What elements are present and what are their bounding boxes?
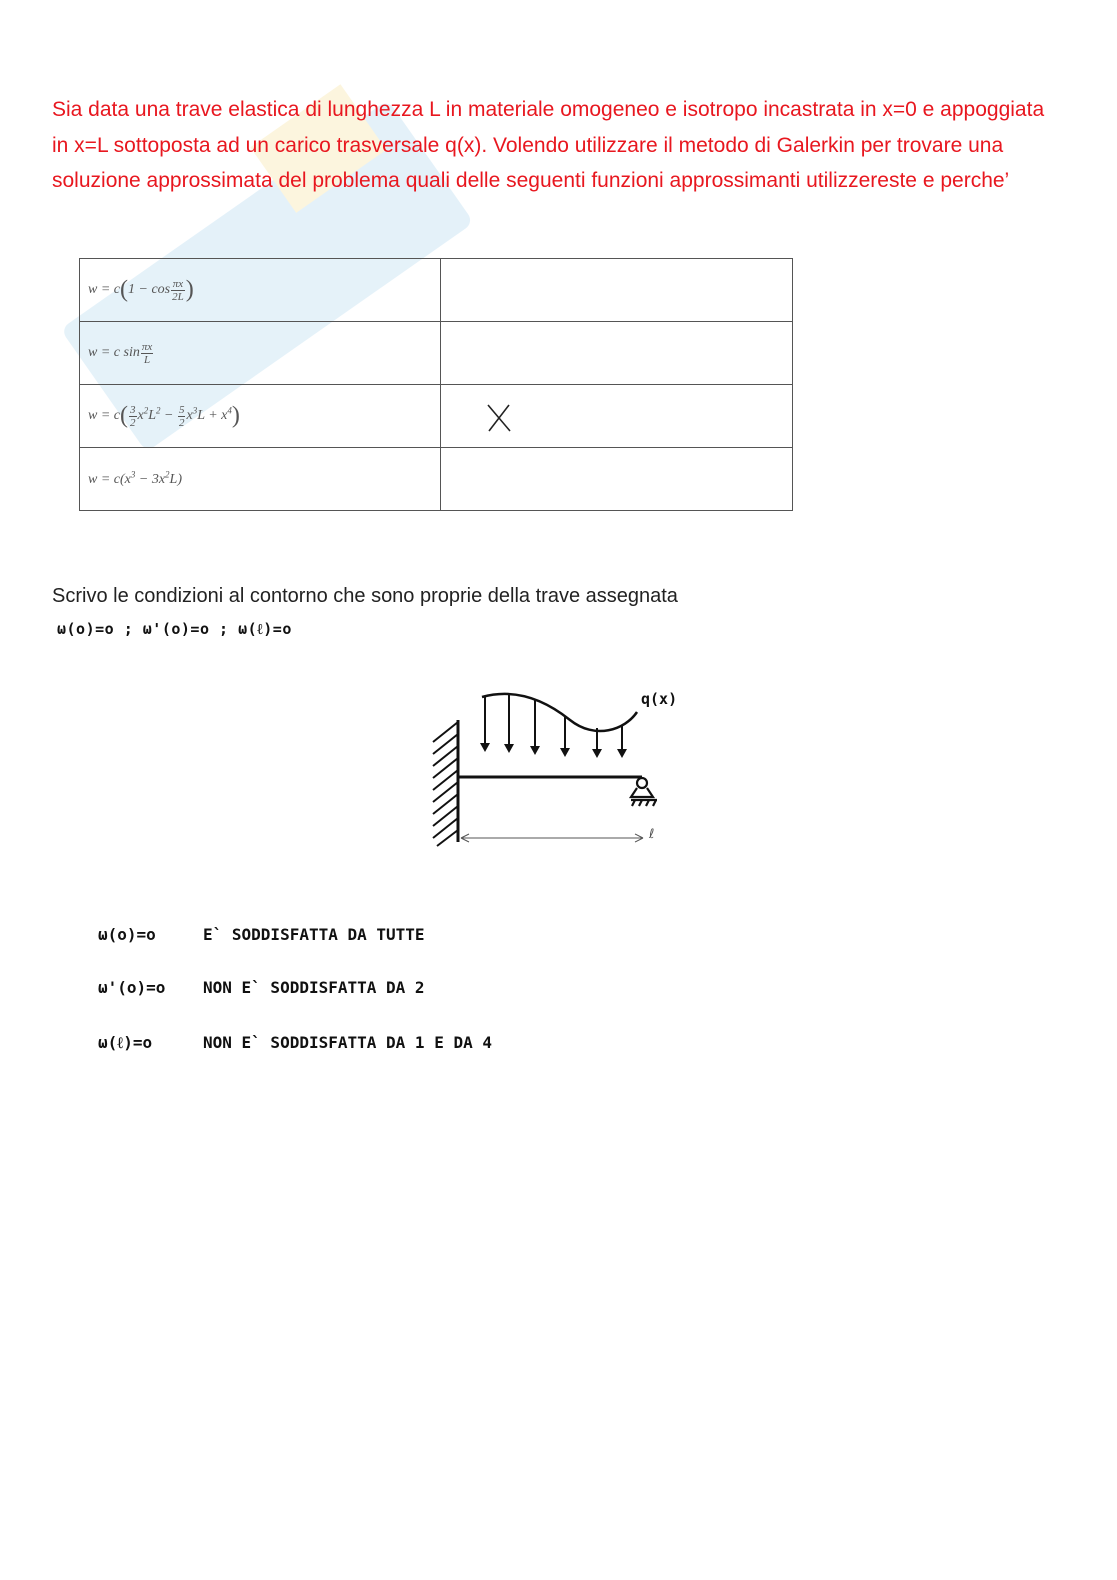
note-row bbox=[98, 1033, 492, 1053]
boundary-conditions: ω(o)=o ; ω'(o)=o ; ω(ℓ)=o bbox=[57, 620, 292, 638]
beam-diagram bbox=[425, 680, 695, 855]
formula-cell bbox=[80, 448, 441, 511]
roller-support bbox=[631, 778, 657, 806]
note-text: NON E` SODDISFATTA DA 1 E DA 4 bbox=[203, 1033, 492, 1052]
note-condition: ω(o)=o bbox=[98, 925, 156, 944]
mark-cell bbox=[440, 259, 792, 322]
formula-3: w = c( $\frac{3}{2}$ $x^2L^2$ − $\frac{5}{2}$ $x^3L + x^4$) bbox=[88, 402, 240, 429]
note-condition: ω(ℓ)=o bbox=[98, 1033, 153, 1052]
load-label: q(x) bbox=[641, 690, 678, 708]
note-condition: ω'(o)=o bbox=[98, 978, 166, 997]
mark-cell bbox=[440, 322, 792, 385]
formula-cell bbox=[80, 322, 441, 385]
mark-cell bbox=[440, 385, 792, 448]
load-curve bbox=[482, 694, 637, 731]
mark-cell bbox=[440, 448, 792, 511]
note-text: E` SODDISFATTA DA TUTTE bbox=[203, 925, 425, 944]
formula-cell bbox=[80, 259, 441, 322]
question-text: Sia data una trave elastica di lunghezza L in materiale omogeneo e isotropo incastrata in x=0 e appoggiata in x=L sottoposta ad un carico trasversale q(x). Volendo utilizzare il metodo di Galerkin per trovare una soluzione approssimata del problema quali delle seguenti funzioni approssimanti utilizzereste e perche’ bbox=[52, 98, 1045, 192]
formula-2: w = c sin $\frac{\pi x}{L}$ bbox=[88, 340, 153, 366]
note-text: NON E` SODDISFATTA DA 2 bbox=[203, 978, 425, 997]
load-arrows bbox=[485, 694, 622, 751]
formula-4: $w = c(x^3 - 3x^2L)$ bbox=[88, 469, 182, 488]
note-row bbox=[98, 925, 425, 944]
formula-1: w = c(1 − cos $\frac{\pi x}{2L}$ ) bbox=[88, 276, 194, 303]
wall-hatching bbox=[433, 722, 458, 846]
cross-mark-icon bbox=[485, 403, 513, 433]
intro-text: Scrivo le condizioni al contorno che sono proprie della trave assegnata bbox=[52, 585, 678, 607]
note-row bbox=[98, 978, 425, 997]
formula-cell bbox=[80, 385, 441, 448]
table-row bbox=[80, 259, 793, 322]
table-row bbox=[80, 385, 793, 448]
table-row bbox=[80, 322, 793, 385]
length-label: ℓ bbox=[649, 827, 655, 842]
options-table bbox=[79, 258, 793, 511]
arrow-heads bbox=[480, 743, 627, 758]
table-row bbox=[80, 448, 793, 511]
